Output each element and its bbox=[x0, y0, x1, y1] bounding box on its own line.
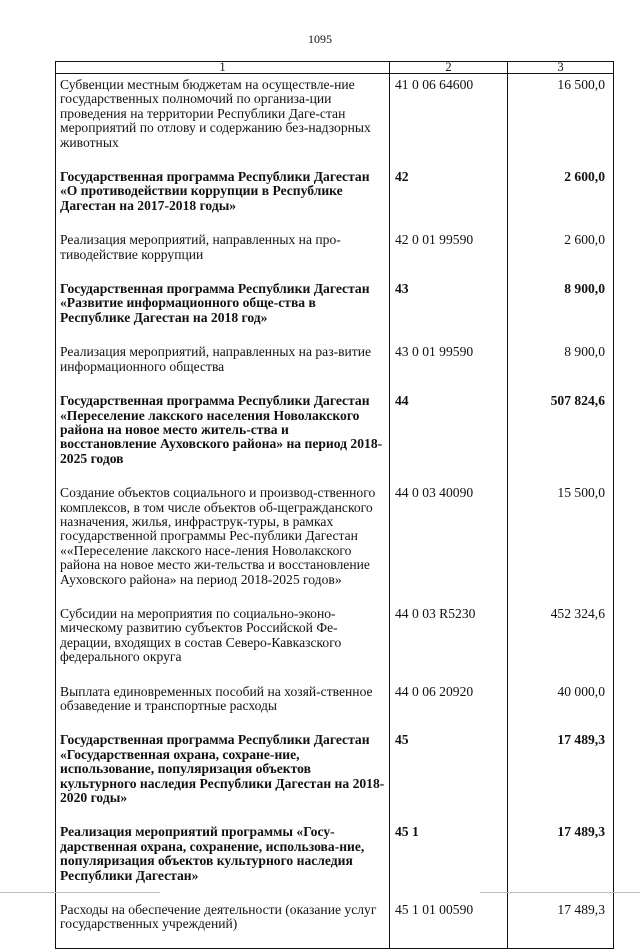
budget-table bbox=[55, 61, 614, 949]
table-row bbox=[56, 278, 614, 341]
table-row bbox=[56, 229, 614, 278]
row-amount: 16 500,0 bbox=[508, 74, 614, 167]
table-row bbox=[56, 390, 614, 482]
row-name: Создание объектов социального и производ-ственного комплексов, в том числе объектов об-щегражданского назначения, жилья, инфраструк-туры, в рамках государственной программы Рес-публики Дагестан ««Переселение лакского насе-ления Новолакского района на новое место жи-тельства и восстановление Ауховского района» на период 2018-2025 годов» bbox=[56, 482, 390, 603]
row-code: 42 0 01 99590 bbox=[390, 229, 508, 278]
row-name: Государственная программа Республики Дагестан «Развитие информационного обще-ства в Республике Дагестан на 2018 год» bbox=[56, 278, 390, 341]
row-name: Реализация мероприятий программы «Госу-дарственная охрана, сохранение, использова-ние, популяризация объектов культурного наследия Республики Дагестан» bbox=[56, 821, 390, 899]
row-code: 44 0 03 40090 bbox=[390, 482, 508, 603]
row-name: Государственная программа Республики Дагестан «О противодействии коррупции в Республике Дагестан на 2017-2018 годы» bbox=[56, 166, 390, 229]
table-row bbox=[56, 681, 614, 730]
row-code: 44 bbox=[390, 390, 508, 482]
column-header: 1 bbox=[56, 62, 390, 74]
row-code: 44 0 06 20920 bbox=[390, 681, 508, 730]
table-row bbox=[56, 482, 614, 603]
row-amount: 17 489,3 bbox=[508, 821, 614, 899]
row-name: Субсидии на мероприятия по социально-эконо-мическому развитию субъектов Российской Фе-дерации, входящих в состав Северо-Кавказского федерального округа bbox=[56, 603, 390, 681]
row-name: Субвенции местным бюджетам на осуществле-ние государственных полномочий по организа-ции проведения на территории Республики Даге-стан мероприятий по отлову и содержанию без-надзорных животных bbox=[56, 74, 390, 167]
row-code: 45 bbox=[390, 729, 508, 821]
header-row bbox=[56, 62, 614, 74]
row-code: 45 1 bbox=[390, 821, 508, 899]
table-row bbox=[56, 729, 614, 821]
row-name: Государственная программа Республики Дагестан «Переселение лакского населения Новолакского района на новое место житель-ства и восстановление Ауховского района» на период 2018-2025 годов bbox=[56, 390, 390, 482]
row-name: Реализация мероприятий, направленных на про-тиводействие коррупции bbox=[56, 229, 390, 278]
row-code: 41 0 06 64600 bbox=[390, 74, 508, 167]
row-amount: 2 600,0 bbox=[508, 229, 614, 278]
row-name: Реализация мероприятий, направленных на раз-витие информационного общества bbox=[56, 341, 390, 390]
column-header: 2 bbox=[390, 62, 508, 74]
row-amount: 17 489,3 bbox=[508, 899, 614, 948]
page-number: 1095 bbox=[308, 32, 332, 46]
row-amount: 17 489,3 bbox=[508, 729, 614, 821]
row-name: Расходы на обеспечение деятельности (оказание услуг государственных учреждений) bbox=[56, 899, 390, 948]
row-code: 43 bbox=[390, 278, 508, 341]
row-name: Выплата единовременных пособий на хозяй-ственное обзаведение и транспортные расходы bbox=[56, 681, 390, 730]
table-row bbox=[56, 603, 614, 681]
row-code: 42 bbox=[390, 166, 508, 229]
row-amount: 8 900,0 bbox=[508, 341, 614, 390]
table-row bbox=[56, 74, 614, 167]
row-name: Государственная программа Республики Дагестан «Государственная охрана, сохране-ние, использование, популяризация объектов культурного наследия Республики Дагестан на 2018-2020 годы» bbox=[56, 729, 390, 821]
row-amount: 452 324,6 bbox=[508, 603, 614, 681]
table-row bbox=[56, 341, 614, 390]
row-code: 43 0 01 99590 bbox=[390, 341, 508, 390]
scan-edge-right bbox=[480, 892, 640, 893]
scan-edge-left bbox=[0, 892, 160, 893]
row-amount: 2 600,0 bbox=[508, 166, 614, 229]
row-amount: 15 500,0 bbox=[508, 482, 614, 603]
table-row bbox=[56, 166, 614, 229]
row-amount: 8 900,0 bbox=[508, 278, 614, 341]
table-row bbox=[56, 899, 614, 948]
row-code: 44 0 03 R5230 bbox=[390, 603, 508, 681]
column-header: 3 bbox=[508, 62, 614, 74]
row-amount: 40 000,0 bbox=[508, 681, 614, 730]
row-amount: 507 824,6 bbox=[508, 390, 614, 482]
row-code: 45 1 01 00590 bbox=[390, 899, 508, 948]
table-row bbox=[56, 821, 614, 899]
